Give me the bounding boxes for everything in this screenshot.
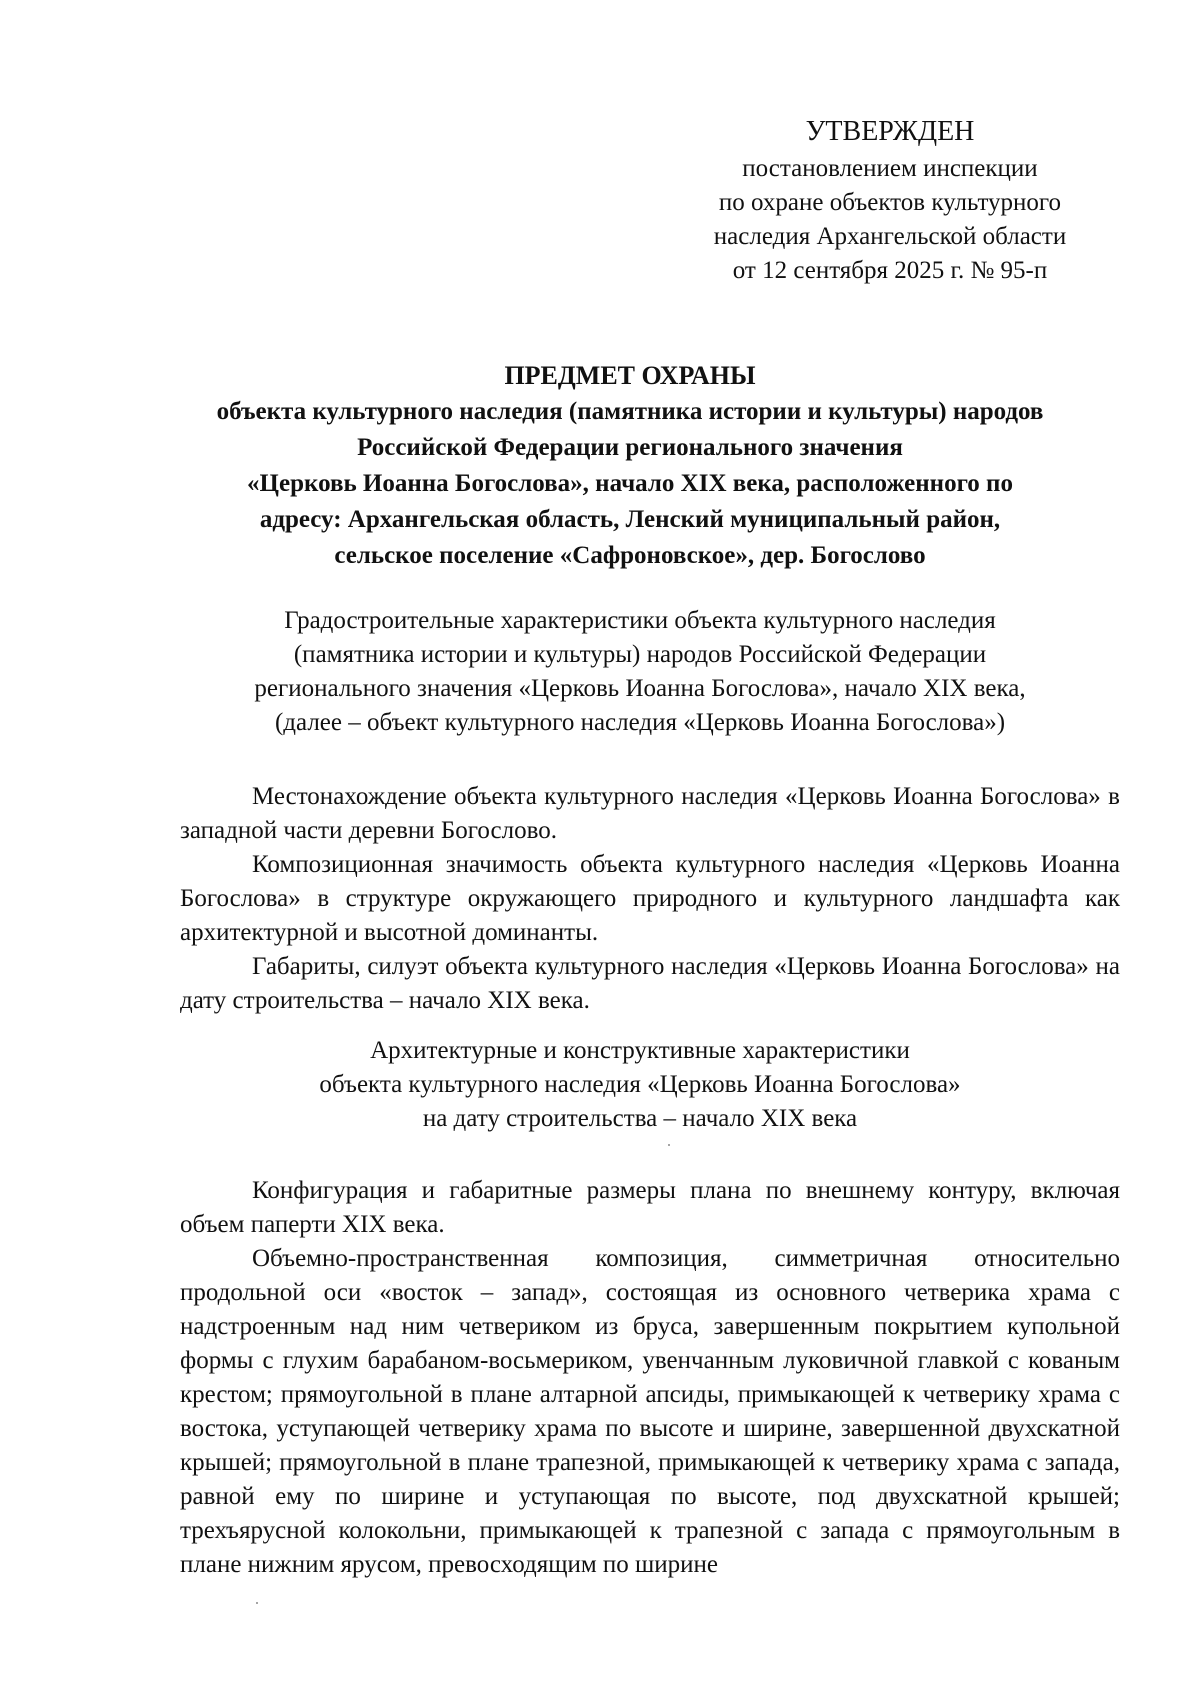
- approval-line: наследия Архангельской области: [713, 223, 1067, 250]
- paragraph: Конфигурация и габаритные размеры плана по внешнему контуру, включая объем паперти XIX века.: [180, 1177, 1120, 1238]
- paragraph: Местонахождение объекта культурного наследия «Церковь Иоанна Богослова» в западной части деревни Богослово.: [180, 783, 1120, 844]
- section-heading-urban: [170, 604, 1110, 740]
- heading-line: на дату строительства – начало XIX века: [422, 1105, 858, 1132]
- heading-line: Градостроительные характеристики объекта культурного наследия: [284, 607, 996, 634]
- title-line: сельское поселение «Сафроновское», дер. Богослово: [334, 542, 926, 569]
- main-title: ПРЕДМЕТ ОХРАНЫ: [504, 361, 756, 390]
- title-line: объекта культурного наследия (памятника истории и культуры) народов: [216, 398, 1044, 425]
- heading-line: регионального значения «Церковь Иоанна Богослова», начало XIX века,: [254, 675, 1026, 702]
- scan-speck: [256, 1602, 258, 1604]
- section-architecture-body: [180, 1174, 1120, 1582]
- approval-line: от 12 сентября 2025 г. № 95-п: [732, 257, 1048, 284]
- heading-line: Архитектурные и конструктивные характеристики: [370, 1037, 910, 1064]
- title-line: Российской Федерации регионального значения: [357, 434, 903, 461]
- scan-speck: [668, 1144, 670, 1146]
- document-title: [160, 358, 1100, 574]
- paragraph: Габариты, силуэт объекта культурного наследия «Церковь Иоанна Богослова» на дату строительства – начало XIX века.: [180, 953, 1120, 1014]
- approval-line: по охране объектов культурного: [718, 189, 1062, 216]
- paragraph: Объемно-пространственная композиция, симметричная относительно продольной оси «восток – запад», состоящая из основного четверика храма с надстроенным над ним четвериком из бруса, завершенным покрытием купольной формы с глухим барабаном-восьмериком, увенчанным луковичной главкой с кованым крестом; прямоугольной в плане алтарной апсиды, примыкающей к четверику храма с востока, уступающей четверику храма по высоте и ширине, завершенной двухскатной крышей; прямоугольной в плане трапезной, примыкающей к четверику храма с запада, равной ему по ширине и уступающая по высоте, под двухскатной крышей; трехъярусной колокольни, примыкающей к трапезной с запада с прямоугольным в плане нижним ярусом, превосходящим по ширине: [180, 1245, 1120, 1578]
- title-line: «Церковь Иоанна Богослова», начало XIX века, расположенного по: [247, 470, 1013, 497]
- approval-line: постановлением инспекции: [742, 155, 1038, 182]
- heading-line: (далее – объект культурного наследия «Церковь Иоанна Богослова»): [274, 709, 1006, 736]
- approval-stamp: УТВЕРЖДЕН: [805, 116, 975, 147]
- approval-block: [680, 112, 1100, 288]
- heading-line: объекта культурного наследия «Церковь Иоанна Богослова»: [319, 1071, 961, 1098]
- title-line: адресу: Архангельская область, Ленский муниципальный район,: [259, 506, 1001, 533]
- heading-line: (памятника истории и культуры) народов Российской Федерации: [293, 641, 987, 668]
- section-urban-body: [180, 780, 1120, 1018]
- paragraph: Композиционная значимость объекта культурного наследия «Церковь Иоанна Богослова» в структуре окружающего природного и культурного ландшафта как архитектурной и высотной доминанты.: [180, 851, 1120, 946]
- section-heading-architecture: [170, 1034, 1110, 1136]
